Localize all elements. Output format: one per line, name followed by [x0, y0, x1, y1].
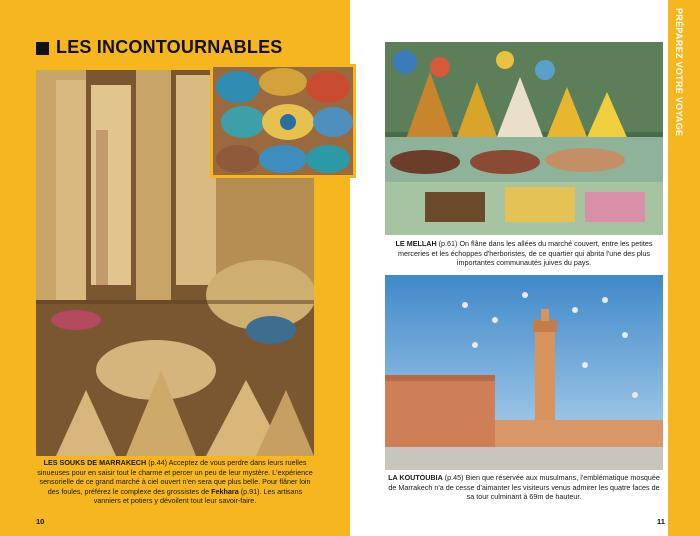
section-marker-square — [36, 42, 49, 55]
photo-mellah-spices — [385, 42, 663, 235]
caption-souks — [36, 458, 314, 506]
caption-koutoubia-body: Bien que réservée aux musulmans, l'emblématique mosquée de Marrakech n'a de cesse d'aimanter les visiteurs venus admirer les quatre faces de sa tour culminant à 69m de hauteur. — [388, 473, 660, 502]
spices-illustration — [385, 42, 663, 235]
section-title: LES INCONTOURNABLES — [56, 37, 283, 57]
spine-band — [668, 0, 700, 536]
ceramics-illustration — [213, 67, 353, 175]
caption-koutoubia-ref: (p.45) — [442, 473, 466, 482]
caption-souks-fekhara: Fekhara — [211, 486, 239, 496]
caption-koutoubia-name: LA KOUTOUBIA — [388, 473, 443, 482]
caption-mellah-name: LE MELLAH — [395, 239, 437, 248]
caption-souks-body1: Acceptez de vous perdre dans leurs ruelles sinueuses pour en saisir tout le charme et percer un peu de leur mystère. L'expérience sensorielle de ce grand marché à ciel ouvert n'en sera que plus belle. Pour flâner loin des foules, préférez le complexe des grossistes de — [37, 458, 313, 496]
caption-mellah-body: On flâne dans les allées du marché couvert, entre les petites merceries et les échoppes d'herboristes, de ce quartier qui abrita l'une des plus importantes communautés juives du pays. — [397, 239, 653, 268]
caption-mellah-ref: (p.61) — [436, 239, 460, 248]
spine-label: PRÉPAREZ VOTRE VOYAGE — [674, 8, 684, 137]
page-number-left: 10 — [36, 517, 45, 526]
caption-koutoubia — [385, 473, 663, 502]
photo-koutoubia — [385, 275, 663, 470]
caption-mellah — [385, 239, 663, 268]
caption-souks-ref: (p.44) — [146, 458, 169, 467]
photo-ceramics — [210, 64, 356, 178]
page-number-right: 11 — [657, 517, 665, 526]
caption-souks-body2: (p.91). Les artisans vanniers et potiers y dévoilent tout leur savoir-faire. — [93, 486, 303, 506]
caption-souks-name: LES SOUKS DE MARRAKECH — [43, 458, 147, 467]
koutoubia-illustration — [385, 275, 663, 470]
